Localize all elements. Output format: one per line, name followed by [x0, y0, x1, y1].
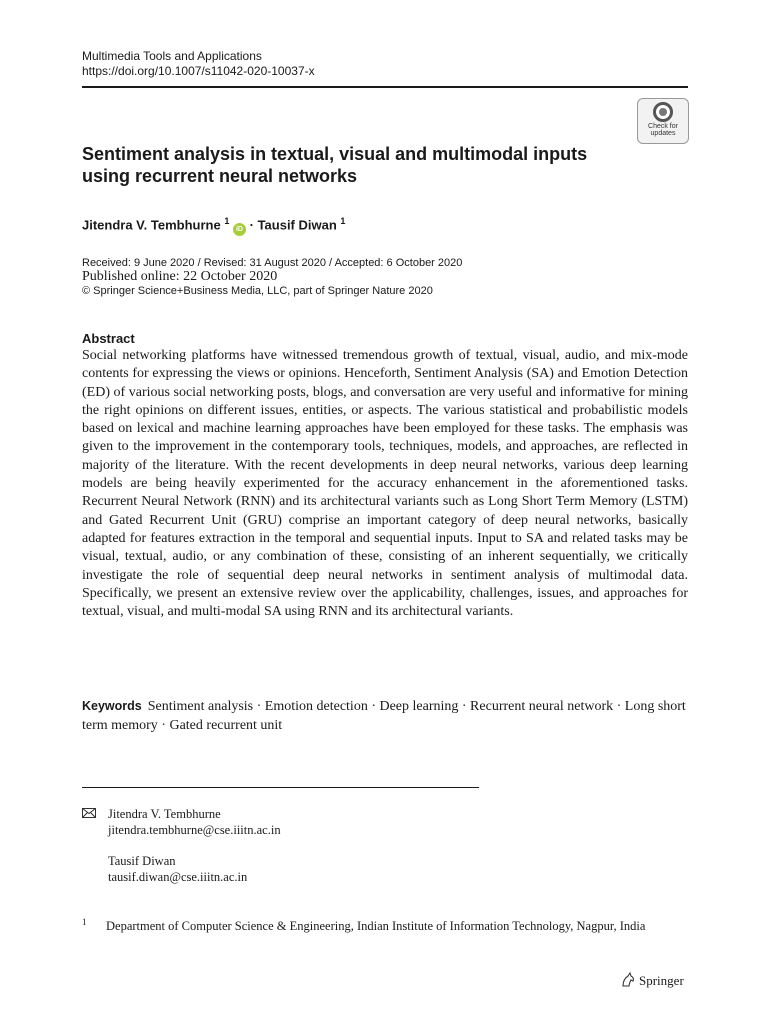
- orcid-icon[interactable]: iD: [233, 223, 246, 236]
- check-for-updates-icon: [653, 102, 673, 122]
- badge-line-2: updates: [650, 130, 676, 137]
- history-dates: Received: 9 June 2020 / Revised: 31 August 2020 / Accepted: 6 October 2020: [82, 257, 463, 269]
- abstract-text: Social networking platforms have witnessed tremendous growth of textual, visual, audio, and mix-mode contents for expressing the views or opinions. Henceforth, Sentiment Analysis (SA) and Emotion Detection (ED) of various social networking posts, blogs, and conversation are very useful and informative for mining the right opinions on different issues, entities, or aspects. The various statistical and probabilistic models based on lexical and machine learning approaches have been employed for these tasks. The emphasis was given to the improvement in the contemporary tools, techniques, models, and approaches, are reflected in majority of the literature. With the recent developments in deep neural networks, various deep learning models are being heavily experimented for the accuracy enhancement in the aforementioned tasks. Recurrent Neural Network (RNN) and its architectural variants such as Long Short Term Memory (LSTM) and Gated Recurrent Unit (GRU) comprise an important category of deep neural networks, basically adapted for features extraction in the temporal and sequential inputs. Input to SA and related tasks may be visual, textual, audio, or any combination of these, consisting of an inherent sequentially, we critically investigate the role of sequential deep neural networks in sentiment analysis of multimodal data. Specifically, we present an extensive review over the applicability, challenges, issues, and approaches for textual, visual, and multi-modal SA using RNN and its architectural variants.: [82, 348, 688, 620]
- badge-line-1: Check for: [648, 123, 678, 130]
- envelope-icon: [82, 808, 96, 818]
- published-online: Published online: 22 October 2020: [82, 269, 278, 284]
- affiliation-number: 1: [82, 917, 87, 927]
- journal-name: Multimedia Tools and Applications: [82, 49, 262, 63]
- author-separator: ·: [249, 217, 254, 233]
- journal-header: [82, 49, 315, 79]
- author-list: [82, 212, 345, 236]
- abstract-heading: Abstract: [82, 331, 135, 346]
- publisher-name: Springer: [639, 973, 684, 988]
- keywords: [82, 697, 688, 735]
- contact-email[interactable]: jitendra.tembhurne@cse.iiitn.ac.in: [108, 823, 281, 837]
- affiliation-text: Department of Computer Science & Engineering, Indian Institute of Information Technology, Nagpur, India: [106, 919, 646, 933]
- footnote-rule: [82, 787, 479, 788]
- contact-block: [108, 806, 281, 838]
- author-affiliation-mark: 1: [224, 216, 230, 226]
- contact-block: [108, 853, 247, 885]
- author-affiliation-mark: 1: [340, 216, 346, 226]
- paper-title: Sentiment analysis in textual, visual and multimodal inputs using recurrent neural networks: [82, 144, 588, 186]
- check-for-updates-badge[interactable]: [637, 98, 689, 144]
- springer-logo: [620, 972, 684, 990]
- author-name: Tausif Diwan: [257, 217, 337, 233]
- keywords-label: Keywords: [82, 699, 142, 713]
- doi-link[interactable]: https://doi.org/10.1007/s11042-020-10037-x: [82, 64, 315, 78]
- copyright-line: © Springer Science+Business Media, LLC, part of Springer Nature 2020: [82, 285, 433, 297]
- contact-name: Tausif Diwan: [108, 854, 176, 868]
- header-rule: [82, 86, 688, 88]
- author-name: Jitendra V. Tembhurne: [82, 217, 221, 233]
- contact-email[interactable]: tausif.diwan@cse.iiitn.ac.in: [108, 870, 248, 884]
- keywords-text: Sentiment analysis · Emotion detection · Deep learning · Recurrent neural network · Long short term memory · Gated recurrent unit: [82, 699, 686, 733]
- contact-name: Jitendra V. Tembhurne: [108, 807, 221, 821]
- springer-horse-icon: [620, 972, 636, 988]
